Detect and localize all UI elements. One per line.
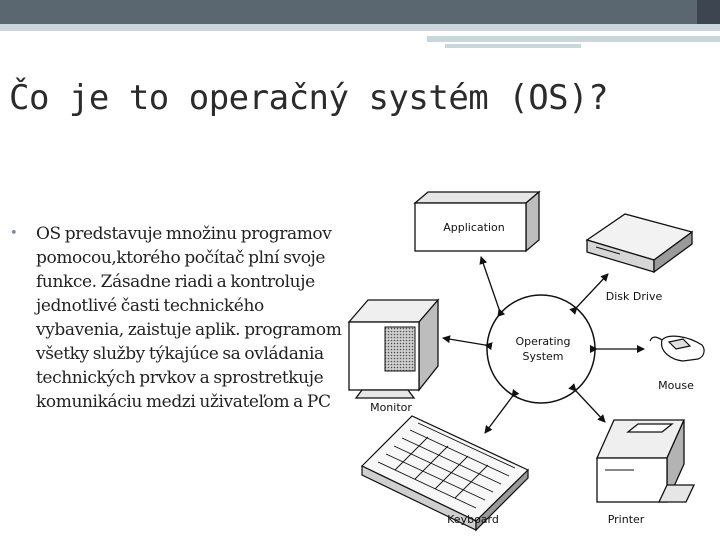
- accent-rule-short: [445, 44, 581, 48]
- disk-drive-label: Disk Drive: [605, 290, 663, 303]
- monitor-label: Monitor: [370, 401, 412, 414]
- printer-label: Printer: [607, 513, 645, 526]
- keyboard-label: Keyboard: [447, 513, 499, 526]
- slide-title: Čo je to operačný systém (OS)?: [9, 78, 609, 118]
- header-rule: [0, 24, 720, 31]
- mouse-icon: [650, 336, 704, 361]
- monitor-icon: [349, 300, 438, 398]
- arrow-printer: [576, 391, 605, 422]
- top-bar-corner-block: [697, 0, 720, 24]
- disk-drive-icon: [587, 214, 692, 272]
- operating-system-label-2: System: [522, 350, 564, 363]
- top-bar: [0, 0, 720, 24]
- arrow-disk-drive: [577, 274, 608, 307]
- accent-rule: [427, 36, 720, 42]
- bullet-text: OS predstavuje množinu programov pomocou,ktorého počítač plní svoje funkce. Zásadne riadi a kontroluje jednotlivé časti technického vybavenia, zaistuje aplik. programom všetky služby týkajúce sa ovládania technických prvkov a sprostretkuje komunikáciu medzi uživateľom a PC: [36, 224, 342, 412]
- arrow-application: [481, 257, 499, 309]
- bullet-item: [10, 222, 342, 414]
- os-diagram: [340, 180, 715, 536]
- operating-system-node: [487, 295, 595, 403]
- operating-system-label-1: Operating: [515, 335, 571, 348]
- application-box: [415, 192, 539, 251]
- arrow-keyboard: [485, 397, 512, 433]
- application-label: Application: [443, 221, 505, 234]
- bullet-marker: •: [10, 226, 18, 241]
- printer-icon: [597, 420, 694, 502]
- keyboard-icon: [362, 416, 528, 530]
- arrow-monitor: [443, 338, 485, 345]
- mouse-label: Mouse: [658, 379, 694, 392]
